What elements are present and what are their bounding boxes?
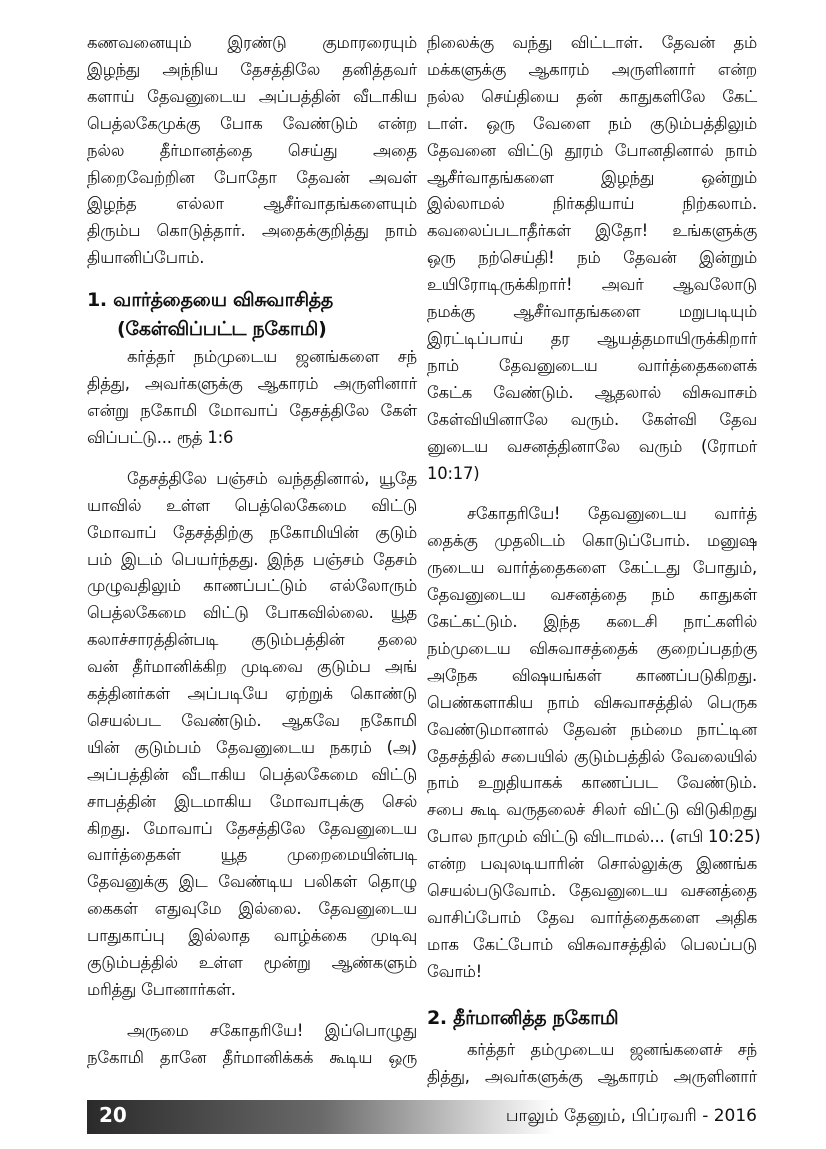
text-line: நாம் தேவனுடைய வார்த்தைகளைக் bbox=[427, 355, 757, 375]
text-line: மோவாப் தேசத்திற்கு நகோமியின் குடும் bbox=[87, 522, 417, 542]
text-line: தியானிப்போம். bbox=[87, 248, 205, 268]
text-line: அநேக விஷயங்கள் காணப்படுகிறது. bbox=[427, 665, 757, 685]
body-paragraph bbox=[87, 1018, 417, 1072]
text-line: கிறது. மோவாப் தேசத்திலே தேவனுடைய bbox=[87, 818, 417, 838]
text-line: செயல்படுவோம். தேவனுடைய வசனத்தை bbox=[427, 881, 757, 901]
page-number: 20 bbox=[99, 1103, 127, 1127]
journal-issue: பாலும் தேனும், பிப்ரவரி - 2016 bbox=[505, 1106, 757, 1126]
text-line: கேள்வியினாலே வரும். கேள்வி தேவ bbox=[427, 409, 757, 429]
text-line: தேவனுடைய வசனத்தை நம் காதுகள் bbox=[427, 585, 757, 605]
text-line: குடும்பத்தில் உள்ள மூன்று ஆண்களும் bbox=[87, 953, 417, 973]
text-line: யாவில் உள்ள பெத்லெகேமை விட்டு bbox=[87, 495, 417, 515]
text-line: போல நாமும் விட்டு விடாமல்... (எபி 10:25) bbox=[427, 827, 761, 847]
spacer bbox=[427, 487, 757, 501]
text-line: இழந்து அந்நிய தேசத்திலே தனித்தவர் bbox=[87, 59, 417, 79]
scripture-quote bbox=[87, 344, 417, 452]
text-line: தித்து, அவர்களுக்கு ஆகாரம் அருளினார் bbox=[427, 1066, 757, 1086]
text-line: செயல்பட வேண்டும். ஆகவே நகோமி bbox=[87, 710, 417, 730]
text-line: அப்பத்தின் வீடாகிய பெத்லகேமை விட்டு bbox=[87, 764, 417, 784]
text-line: கைகள் எதுவுமே இல்லை. தேவனுடைய bbox=[87, 899, 417, 919]
text-line: வார்த்தைகள் யூத முறைமையின்படி bbox=[87, 845, 417, 865]
text-line: இல்லாமல் நிர்கதியாய் நிற்கலாம். bbox=[427, 194, 757, 214]
section-heading-1: 1. வார்த்தையை விசுவாசித்த bbox=[87, 289, 333, 312]
text-line: நிறைவேற்றின போதோ தேவன் அவள் bbox=[87, 167, 417, 187]
text-line: இழந்த எல்லா ஆசீர்வாதங்களையும் bbox=[87, 194, 417, 214]
text-line: கேட்கட்டும். இந்த கடைசி நாட்களில் bbox=[427, 612, 757, 632]
text-line: ஒரு நற்செய்தி! நம் தேவன் இன்றும் bbox=[427, 248, 757, 268]
text-line: நகோமி தானே தீர்மானிக்கக் கூடிய ஒரு bbox=[87, 1047, 417, 1067]
body-paragraph bbox=[427, 501, 761, 985]
text-line: மாக கேட்போம் விசுவாசத்தில் பெலப்படு bbox=[427, 934, 757, 954]
text-line: தேசத்திலே பஞ்சம் வந்ததினால், யூதே bbox=[127, 468, 417, 488]
text-line: இரட்டிப்பாய் தர ஆயத்தமாயிருக்கிறார் bbox=[427, 328, 757, 348]
text-line: சபை கூடி வருதலைச் சிலர் விட்டு விடுகிறது bbox=[427, 800, 757, 820]
text-line: கவலைப்படாதீர்கள் இதோ! உங்களுக்கு bbox=[427, 221, 757, 241]
spacer bbox=[87, 452, 417, 466]
text-line: சாபத்தின் இடமாகிய மோவாபுக்கு செல் bbox=[87, 791, 417, 811]
text-line: உயிரோடிருக்கிறார்! அவர் ஆவலோடு bbox=[427, 275, 757, 295]
text-line: தேசத்தில் சபையில் குடும்பத்தில் வேலையில் bbox=[427, 746, 757, 766]
text-line: வாசிப்போம் தேவ வார்த்தைகளை அதிக bbox=[427, 908, 757, 927]
text-line: அருமை சகோதரியே! இப்பொழுது bbox=[127, 1020, 417, 1040]
text-line: நிலைக்கு வந்து விட்டாள். தேவன் தம் bbox=[427, 33, 757, 52]
right-column bbox=[427, 30, 761, 1091]
text-line: தைக்கு முதலிடம் கொடுப்போம். மனுஷ bbox=[427, 531, 757, 551]
text-line: நாம் உறுதியாகக் காணப்பட வேண்டும். bbox=[427, 773, 757, 793]
section-heading-1-subtitle: (கேள்விப்பட்ட நகோமி) bbox=[117, 318, 327, 341]
text-line: வேண்டுமானால் தேவன் நம்மை நாட்டின bbox=[427, 719, 757, 739]
text-line: கலாச்சாரத்தின்படி குடும்பத்தின் தலை bbox=[87, 630, 417, 650]
text-line: திரும்ப கொடுத்தார். அதைக்குறித்து நாம் bbox=[87, 221, 417, 241]
text-line: ருடைய வார்த்தைகளை கேட்டது போதும், bbox=[427, 558, 757, 578]
text-line: கர்த்தர் தம்முடைய ஜனங்களைச் சந் bbox=[467, 1039, 757, 1059]
text-line: என்ற பவுலடியாரின் சொல்லுக்கு இணங்க bbox=[427, 854, 757, 874]
body-paragraph bbox=[87, 466, 417, 1004]
text-line: 10:17) bbox=[427, 463, 480, 483]
text-line: வன் தீர்மானிக்கிற முடிவை குடும்ப அங் bbox=[87, 657, 417, 677]
text-line: நமக்கு ஆசீர்வாதங்களை மறுபடியும் bbox=[427, 302, 757, 322]
text-line: கணவனையும் இரண்டு குமாரரையும் bbox=[87, 33, 417, 52]
text-line: பெத்லகேமை விட்டு போகவில்லை. யூத bbox=[87, 603, 417, 623]
text-line: ஆசீர்வாதங்களை இழந்து ஒன்றும் bbox=[427, 167, 757, 187]
spacer bbox=[87, 272, 417, 286]
text-line: என்று நகோமி மோவாப் தேசத்திலே கேள் bbox=[87, 400, 417, 420]
text-line: தேவனுக்கு இட வேண்டிய பலிகள் தொழு bbox=[87, 872, 417, 892]
text-line: கத்தினர்கள் அப்படியே ஏற்றுக் கொண்டு bbox=[87, 684, 417, 704]
text-line: தேவனை விட்டு தூரம் போனதினால் நாம் bbox=[427, 140, 757, 160]
intro-paragraph bbox=[87, 30, 417, 272]
spacer bbox=[87, 1004, 417, 1018]
text-line: வோம்! bbox=[427, 961, 483, 981]
text-line: பெண்களாகிய நாம் விசுவாசத்தில் பெருக bbox=[427, 692, 757, 712]
text-line: தித்து, அவர்களுக்கு ஆகாரம் அருளினார் bbox=[87, 374, 417, 394]
text-line: பம் இடம் பெயர்ந்தது. இந்த பஞ்சம் தேசம் bbox=[87, 549, 417, 569]
text-line: யின் குடும்பம் தேவனுடைய நகரம் (அ) bbox=[87, 737, 417, 757]
text-line: நம்முடைய விசுவாசத்தைக் குறைப்பதற்கு bbox=[427, 638, 757, 658]
text-line: மரித்து போனார்கள். bbox=[87, 980, 236, 999]
text-line: நல்ல செய்தியை தன் காதுகளிலே கேட் bbox=[427, 86, 757, 106]
spacer bbox=[427, 986, 757, 1004]
left-column bbox=[87, 30, 417, 1072]
text-line: விப்பட்டு... ரூத் 1:6 bbox=[87, 427, 234, 447]
text-line: கர்த்தர் நம்முடைய ஜனங்களை சந் bbox=[127, 347, 417, 367]
body-paragraph bbox=[427, 1037, 757, 1091]
text-line: கேட்க வேண்டும். ஆதலால் விசுவாசம் bbox=[427, 382, 757, 402]
page-footer bbox=[87, 1100, 757, 1134]
text-line: னுடைய வசனத்தினாலே வரும் (ரோமர் bbox=[427, 436, 757, 456]
text-line: மக்களுக்கு ஆகாரம் அருளினார் என்ற bbox=[427, 59, 757, 79]
text-line: நல்ல தீர்மானத்தை செய்து அதை bbox=[87, 140, 417, 160]
text-line: சகோதரியே! தேவனுடைய வார்த் bbox=[467, 504, 757, 524]
text-line: பெத்லகேமுக்கு போக வேண்டும் என்ற bbox=[87, 113, 417, 133]
text-line: முழுவதிலும் காணப்பட்டும் எல்லோரும் bbox=[87, 576, 417, 596]
text-line: களாய் தேவனுடைய அப்பத்தின் வீடாகிய bbox=[87, 86, 417, 106]
body-paragraph bbox=[427, 30, 757, 487]
text-line: பாதுகாப்பு இல்லாத வாழ்க்கை முடிவு bbox=[87, 926, 417, 946]
section-heading-2: 2. தீர்மானித்த நகோமி bbox=[427, 1006, 619, 1029]
text-line: டாள். ஒரு வேளை நம் குடும்பத்திலும் bbox=[427, 113, 757, 133]
